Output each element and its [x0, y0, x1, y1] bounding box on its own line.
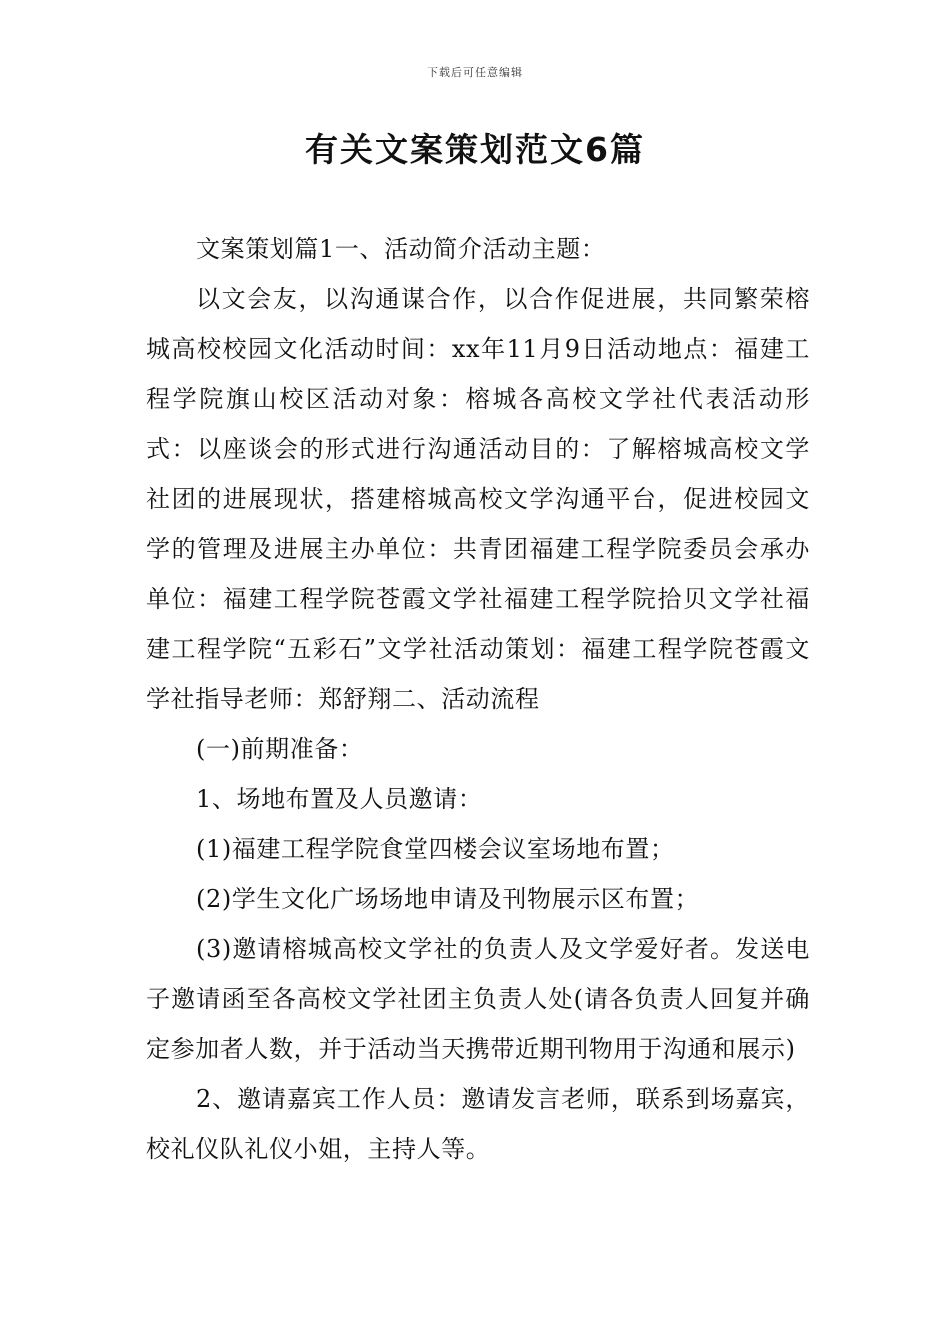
- header-note: 下载后可任意编辑: [427, 66, 523, 79]
- paragraph-activity-overview: 以文会友，以沟通谋合作，以合作促进展，共同繁荣榕城高校校园文化活动时间：xx年11月9日活动地点：福建工程学院旗山校区活动对象：榕城各高校文学社代表活动形式：以座谈会的形式进行沟通活动目的：了解榕城高校文学社团的进展现状，搭建榕城高校文学沟通平台，促进校园文学的管理及进展主办单位：共青团福建工程学院委员会承办单位：福建工程学院苍霞文学社福建工程学院拾贝文学社福建工程学院“五彩石”文学社活动策划：福建工程学院苍霞文学社指导老师：郑舒翔二、活动流程: [146, 285, 810, 713]
- paragraph-item-3: (3)邀请榕城高校文学社的负责人及文学爱好者。发送电子邀请函至各高校文学社团主负责人处(请各负责人回复并确定参加者人数，并于活动当天携带近期刊物用于沟通和展示): [146, 935, 810, 1063]
- paragraph-venue-invitation: 1、场地布置及人员邀请：: [196, 785, 483, 813]
- document-title: 有关文案策划范文6篇: [305, 130, 645, 169]
- paragraph-item-1: (1)福建工程学院食堂四楼会议室场地布置；: [196, 835, 675, 863]
- paragraph-item-2: (2)学生文化广场场地申请及刊物展示区布置；: [196, 885, 700, 913]
- paragraph-intro: 文案策划篇1一、活动简介活动主题：: [196, 235, 606, 263]
- paragraph-guests: 2、邀请嘉宾工作人员：邀请发言老师，联系到场嘉宾，校礼仪队礼仪小姐，主持人等。: [146, 1085, 810, 1163]
- document-body: [146, 224, 810, 1174]
- paragraph-preparation-heading: (一)前期准备：: [196, 735, 364, 763]
